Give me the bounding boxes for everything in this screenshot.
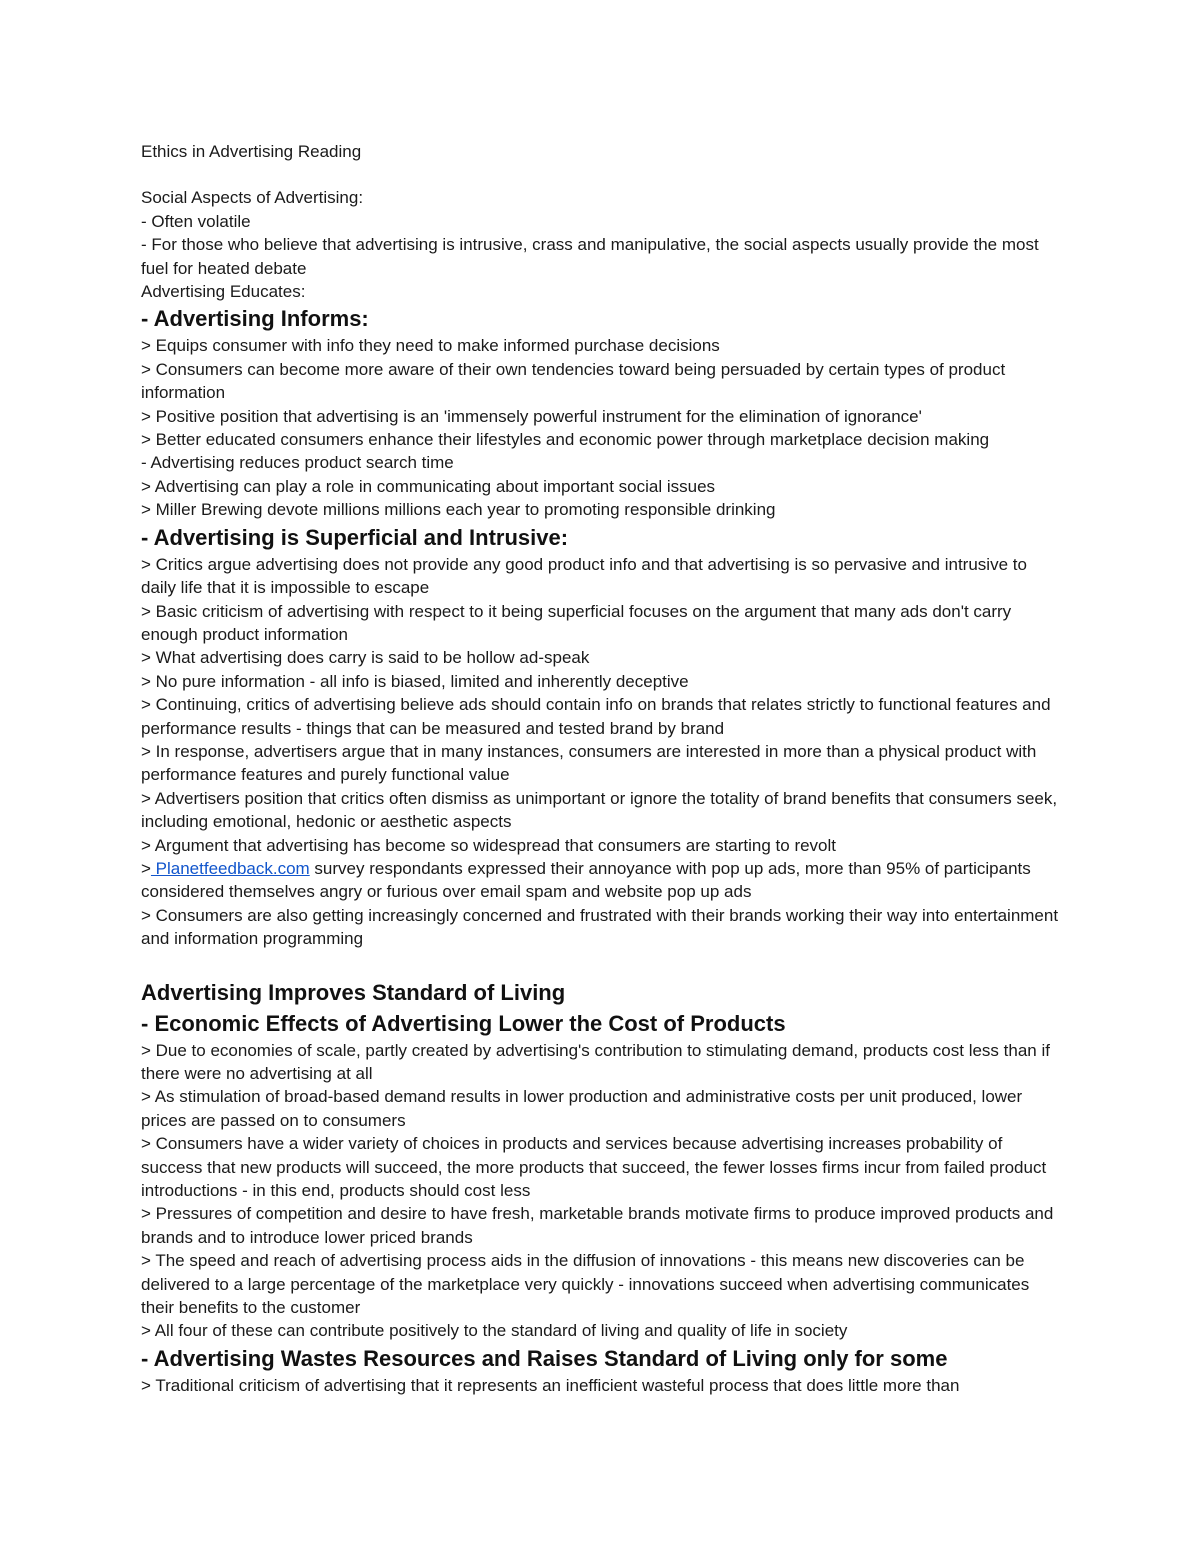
document-title: Ethics in Advertising Reading	[141, 142, 362, 161]
bullet-line: > Basic criticism of advertising with respect to it being superficial focuses on the argument that many ads don't carry enough product information	[141, 601, 1012, 644]
planetfeedback-link[interactable]: Planetfeedback.com	[150, 858, 310, 878]
blank-line	[141, 951, 1061, 977]
wastes-resources-heading: - Advertising Wastes Resources and Raises Standard of Living only for some	[141, 1345, 948, 1371]
bullet-line: > All four of these can contribute positively to the standard of living and quality of life in society	[141, 1321, 848, 1341]
bullet-line: > Critics argue advertising does not provide any good product info and that advertising is so pervasive and intrusive to daily life that it is impossible to escape	[141, 554, 1027, 598]
bullet-line: > Consumers are also getting increasingly concerned and frustrated with their brands working their way into entertainment and information programming	[141, 905, 1059, 949]
bullet-line: > Consumers can become more aware of their own tendencies toward being persuaded by certain types of product information	[141, 359, 1006, 403]
bullet-line: > Better educated consumers enhance their lifestyles and economic power through marketplace decision making	[141, 430, 990, 450]
link-suffix-text: survey respondants expressed their annoyance with pop up ads, more than 95% of participants considered themselves angry or furious over email spam and website pop up ads	[141, 858, 1031, 902]
bullet-line: > Argument that advertising has become so widespread that consumers are starting to revolt	[141, 835, 837, 855]
bullet-line: - For those who believe that advertising is intrusive, crass and manipulative, the social aspects usually provide the most fuel for heated debate	[141, 235, 1039, 278]
standard-of-living-heading: Advertising Improves Standard of Living	[141, 979, 566, 1005]
bullet-line: > Due to economies of scale, partly created by advertising's contribution to stimulating demand, products cost less than if there were no advertising at all	[141, 1040, 1050, 1083]
bullet-line: > In response, advertisers argue that in many instances, consumers are interested in more than a physical product with performance features and purely functional value	[141, 741, 1037, 785]
bullet-marker: >	[141, 858, 151, 878]
section-heading: Social Aspects of Advertising:	[141, 188, 364, 208]
link-bullet-line	[141, 857, 1061, 904]
bullet-line: > Miller Brewing devote millions millions each year to promoting responsible drinking	[141, 500, 776, 520]
superficial-heading: - Advertising is Superficial and Intrusive:	[141, 524, 569, 550]
bullet-line: > The speed and reach of advertising process aids in the diffusion of innovations - this means new discoveries can be delivered to a large percentage of the marketplace very quickly - innovations succeed when advertising communicates their benefits to the customer	[141, 1251, 1030, 1318]
informs-heading: - Advertising Informs:	[141, 306, 369, 332]
bullet-line: > What advertising does carry is said to be hollow ad-speak	[141, 648, 590, 668]
bullet-line: > As stimulation of broad-based demand results in lower production and administrative costs per unit produced, lower prices are passed on to consumers	[141, 1087, 1023, 1130]
bullet-line: > No pure information - all info is biased, limited and inherently deceptive	[141, 671, 689, 691]
bullet-line: > Advertising can play a role in communicating about important social issues	[141, 476, 716, 496]
subsection-label: Advertising Educates:	[141, 282, 306, 302]
bullet-line: > Advertisers position that critics often dismiss as unimportant or ignore the totality of brand benefits that consumers seek, including emotional, hedonic or aesthetic aspects	[141, 788, 1058, 832]
blank-line	[141, 163, 1061, 186]
bullet-line: - Advertising reduces product search time	[141, 453, 454, 473]
bullet-line: > Continuing, critics of advertising believe ads should contain info on brands that relates strictly to functional features and performance results - things that can be measured and tested brand by brand	[141, 695, 1051, 738]
bullet-line: > Equips consumer with info they need to make informed purchase decisions	[141, 336, 720, 356]
bullet-line: > Positive position that advertising is an 'immensely powerful instrument for the elimination of ignorance'	[141, 406, 922, 426]
bullet-line: - Often volatile	[141, 211, 251, 231]
economic-effects-heading: - Economic Effects of Advertising Lower the Cost of Products	[141, 1010, 786, 1036]
bullet-line: > Consumers have a wider variety of choices in products and services because advertising increases probability of success that new products will succeed, the more products that succeed, the fewer losses firms incur from failed product introductions - in this end, products should cost less	[141, 1134, 1047, 1201]
bullet-line: > Pressures of competition and desire to have fresh, marketable brands motivate firms to produce improved products and brands and to introduce lower priced brands	[141, 1204, 1054, 1247]
bullet-line: > Traditional criticism of advertising that it represents an inefficient wasteful process that does little more than	[141, 1375, 960, 1395]
document-body	[141, 140, 1061, 1397]
